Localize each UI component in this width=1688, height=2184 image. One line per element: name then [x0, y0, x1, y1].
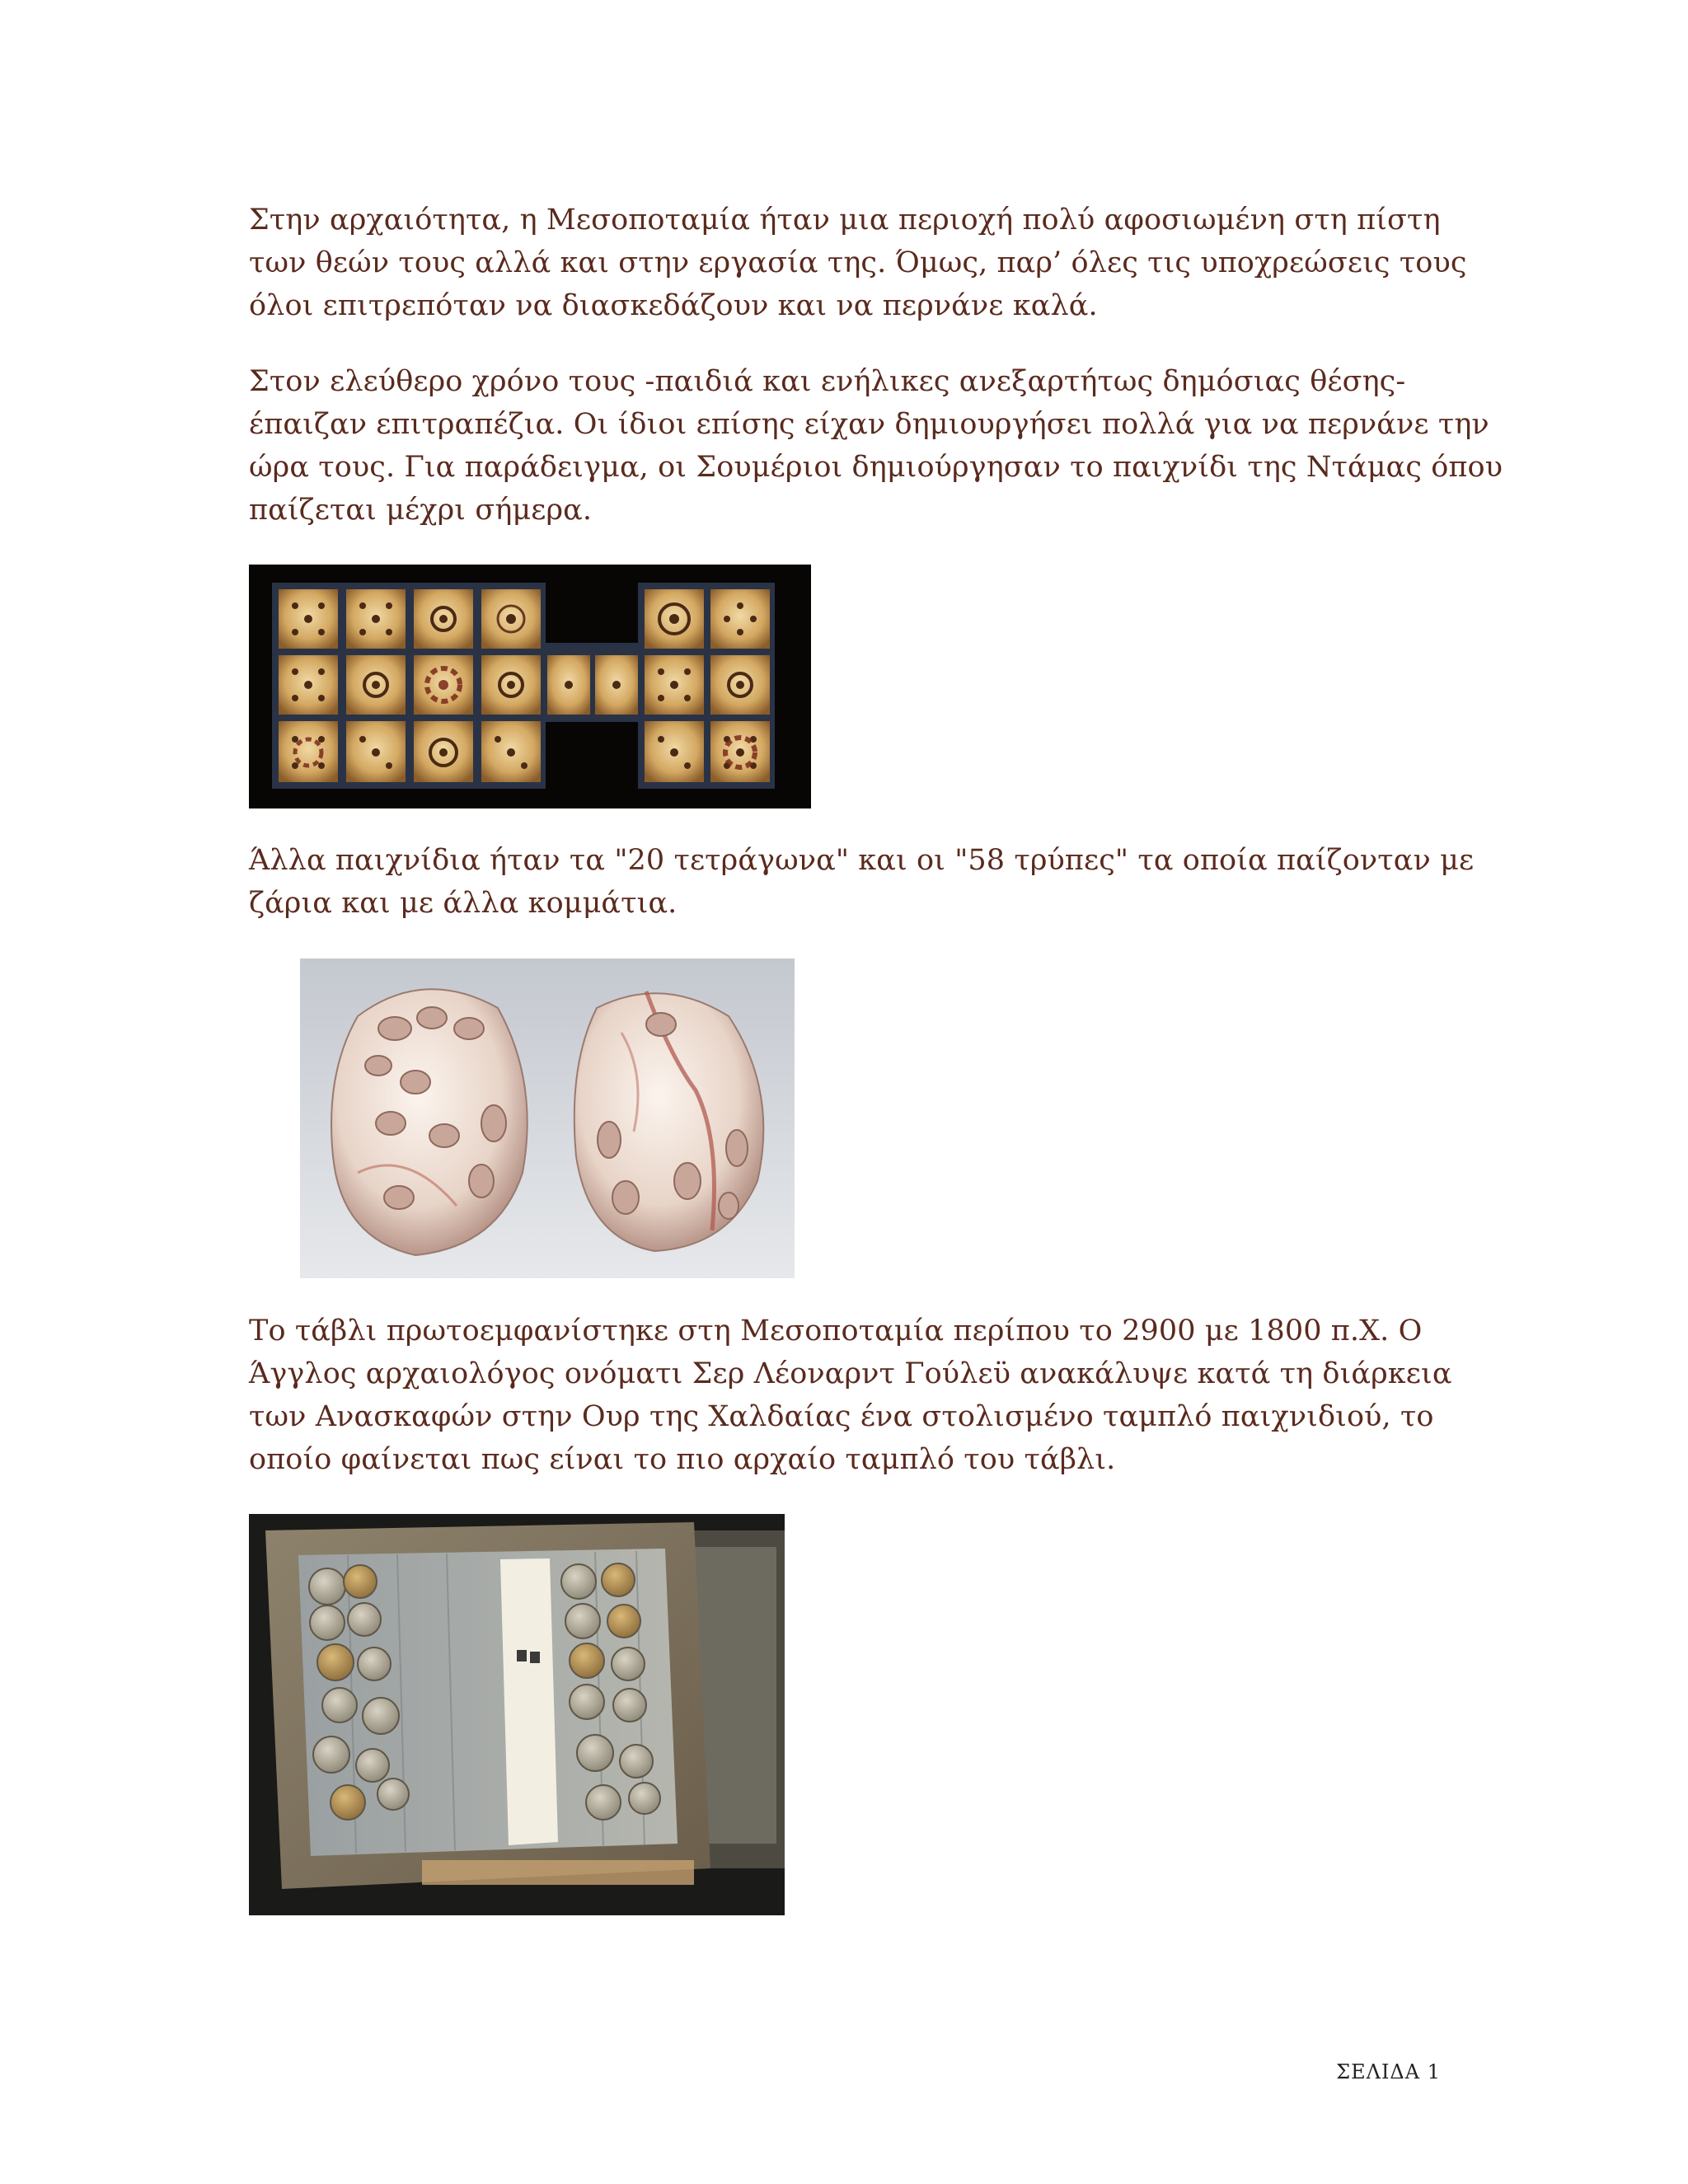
paragraph-line: των θεών τους αλλά και στην εργασία της. Όμως, παρ’ όλες τις υποχρεώσεις τους: [249, 246, 1467, 279]
paragraph-line: ζάρια και με άλλα κομμάτια.: [249, 887, 678, 920]
paragraph-line: Άλλα παιχνίδια ήταν τα "20 τετράγωνα" και οι "58 τρύπες" τα οποία παίζονταν με: [249, 844, 1475, 877]
paragraph-1: [249, 199, 1467, 327]
paragraph-line: έπαιζαν επιτραπέζια. Οι ίδιοι επίσης είχαν δημιουργήσει πολλά για να περνάνε την: [249, 408, 1489, 441]
paragraph-line: ώρα τους. Για παράδειγμα, οι Σουμέριοι δημιούργησαν το παιχνίδι της Ντάμας όπου: [249, 451, 1503, 484]
paragraph-line: παίζεται μέχρι σήμερα.: [249, 494, 593, 527]
paragraph-4: [249, 1310, 1452, 1481]
paragraph-line: Το τάβλι πρωτοεμφανίστηκε στη Μεσοποταμία περίπου το 2900 με 1800 π.Χ. Ο: [249, 1315, 1423, 1347]
ancient-dice-photo: [300, 958, 795, 1278]
paragraph-line: των Ανασκαφών στην Ουρ της Χαλδαίας ένα στολισμένο ταμπλό παιχνιδιού, το: [249, 1400, 1434, 1433]
paragraph-line: όλοι επιτρεπόταν να διασκεδάζουν και να περνάνε καλά.: [249, 289, 1098, 322]
paragraph-line: οποίο φαίνεται πως είναι το πιο αρχαίο ταμπλό του τάβλι.: [249, 1443, 1116, 1476]
paragraph-2: [249, 360, 1503, 532]
backgammon-board-photo: [249, 1514, 785, 1915]
paragraph-line: Στον ελεύθερο χρόνο τους -παιδιά και ενήλικες ανεξαρτήτως δημόσιας θέσης-: [249, 365, 1406, 398]
ur-game-board-photo: [249, 565, 811, 808]
paragraph-line: Άγγλος αρχαιολόγος ονόματι Σερ Λέοναρντ Γούλεϋ ανακάλυψε κατά τη διάρκεια: [249, 1357, 1452, 1390]
page-number: ΣΕΛΙΔΑ 1: [1336, 2060, 1441, 2083]
paragraph-line: Στην αρχαιότητα, η Μεσοποταμία ήταν μια περιοχή πολύ αφοσιωμένη στη πίστη: [249, 204, 1441, 237]
paragraph-3: [249, 839, 1475, 925]
